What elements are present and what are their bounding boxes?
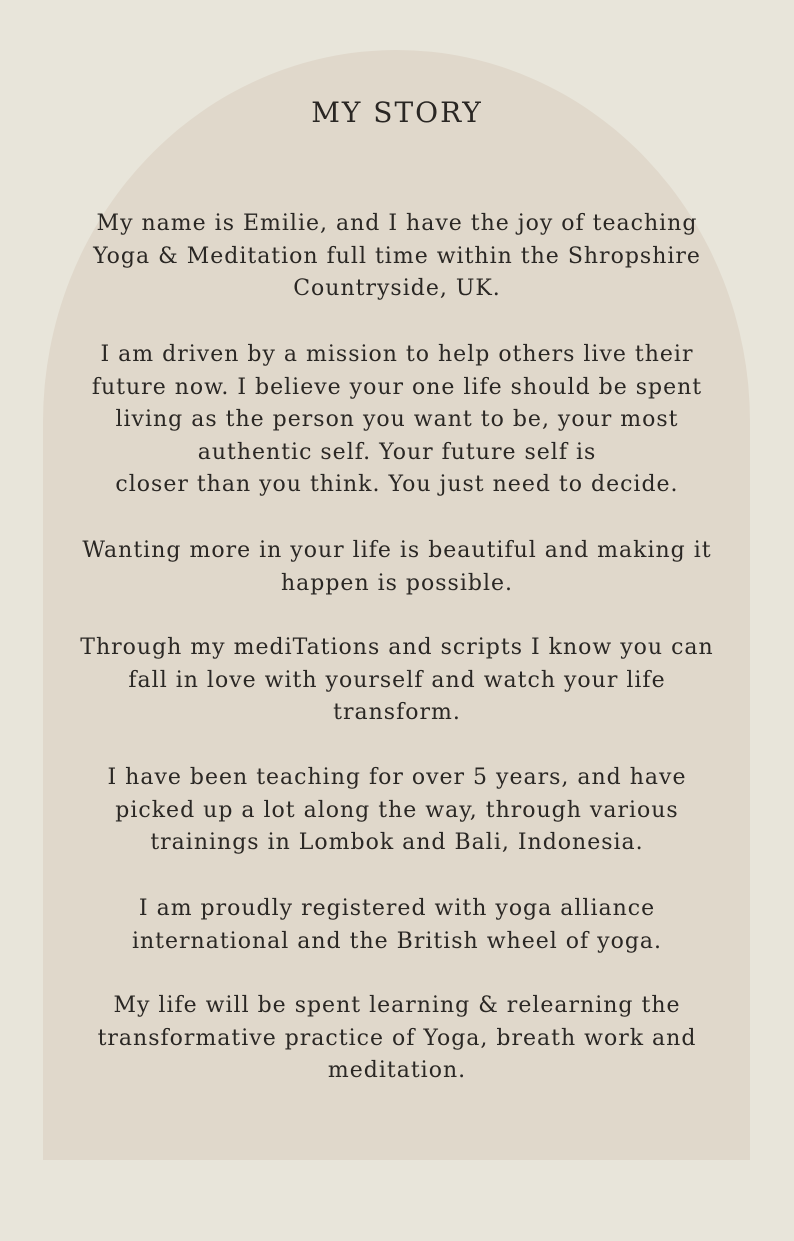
paragraph-meditations: Through my mediTations and scripts I know you can fall in love with yourself and watch your life transform.: [80, 635, 714, 725]
paragraph-experience: I have been teaching for over 5 years, and have picked up a lot along the way, through various trainings in Lombok and Bali, Indonesia.: [107, 765, 687, 855]
page-title: MY STORY: [311, 96, 483, 129]
paragraph-mission: I am driven by a mission to help others live their future now. I believe your one life should be spent living as the person you want to be, your most authentic self. Your future self is closer than you think. You just need to decide.: [91, 342, 703, 497]
paragraph-wanting-more: Wanting more in your life is beautiful and making it happen is possible.: [82, 538, 712, 596]
paragraph-intro: My name is Emilie, and I have the joy of teaching Yoga & Meditation full time within the Shropshire Countryside, UK.: [93, 211, 701, 301]
paragraph-closing: My life will be spent learning & relearning the transformative practice of Yoga, breath work and meditation.: [97, 993, 697, 1083]
paragraph-registration: I am proudly registered with yoga alliance international and the British wheel of yoga.: [131, 896, 663, 954]
